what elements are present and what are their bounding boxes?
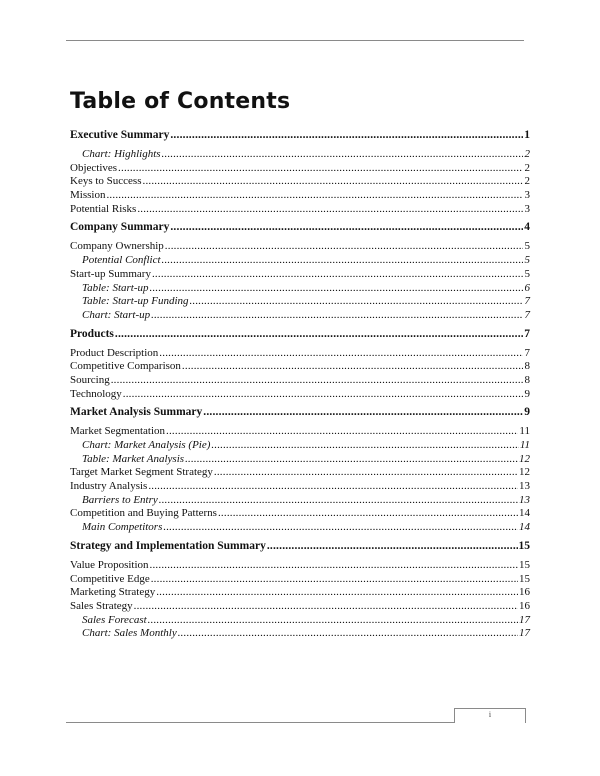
toc-entry-page: 13 — [519, 493, 530, 506]
toc-entry-label: Table: Market Analysis — [82, 452, 185, 465]
toc-entry-label: Competitive Comparison — [70, 360, 181, 373]
toc-entry[interactable] — [70, 600, 530, 614]
toc-entry-label: Market Analysis Summary — [70, 406, 203, 419]
toc-entry[interactable] — [70, 203, 530, 217]
toc-entry-label: Technology — [70, 387, 122, 400]
toc-subentry[interactable] — [70, 295, 530, 309]
footer-page-box — [454, 708, 526, 723]
toc-dot-leader — [165, 240, 523, 254]
toc-dot-leader — [148, 614, 518, 628]
toc-entry-label: Chart: Market Analysis (Pie) — [82, 439, 211, 451]
toc-dot-leader — [137, 203, 523, 217]
toc-dot-leader — [151, 573, 518, 587]
table-of-contents — [70, 128, 530, 641]
toc-entry-label: Marketing Strategy — [70, 586, 156, 599]
toc-entry-page: 11 — [519, 439, 530, 451]
toc-entry-page: 2 — [524, 148, 530, 160]
toc-subentry[interactable] — [70, 148, 530, 162]
toc-entry-label: Start-up Summary — [70, 267, 151, 280]
toc-entry[interactable] — [70, 268, 530, 282]
toc-dot-leader — [218, 507, 518, 521]
toc-entry-label: Main Competitors — [82, 521, 163, 534]
toc-dot-leader — [185, 453, 518, 467]
toc-entry-page: 16 — [519, 586, 530, 599]
toc-section-entry[interactable] — [70, 405, 530, 420]
toc-entry-page: 17 — [519, 627, 530, 640]
toc-entry-label: Sourcing — [70, 373, 110, 386]
toc-entry-page: 15 — [518, 539, 530, 552]
toc-entry-page: 5 — [524, 240, 530, 253]
toc-dot-leader — [143, 175, 524, 189]
toc-dot-leader — [151, 309, 523, 323]
toc-entry-label: Table: Start-up — [82, 281, 149, 294]
toc-dot-leader — [123, 388, 523, 402]
toc-entry-page: 8 — [524, 360, 530, 373]
toc-entry-label: Chart: Sales Monthly — [82, 627, 177, 640]
toc-entry-page: 8 — [524, 373, 530, 386]
footer-page-number: i — [488, 710, 492, 719]
toc-entry-label: Target Market Segment Strategy — [70, 466, 213, 479]
toc-entry-page: 14 — [519, 521, 530, 534]
toc-entry-page: 13 — [519, 480, 530, 493]
toc-entry-label: Chart: Highlights — [82, 148, 161, 160]
toc-subentry[interactable] — [70, 627, 530, 641]
toc-dot-leader — [163, 521, 518, 535]
toc-entry-page: 12 — [519, 452, 530, 465]
toc-dot-leader — [162, 254, 523, 268]
toc-entry-label: Market Segmentation — [70, 425, 166, 438]
toc-entry-page: 14 — [519, 507, 530, 520]
toc-dot-leader — [148, 480, 518, 494]
toc-subentry[interactable] — [70, 309, 530, 323]
toc-entry-page: 12 — [519, 466, 530, 479]
toc-entry-label: Table: Start-up Funding — [82, 295, 189, 308]
toc-subentry[interactable] — [70, 614, 530, 628]
toc-dot-leader — [267, 539, 518, 554]
toc-entry-label: Value Proposition — [70, 558, 149, 571]
toc-entry-label: Company Ownership — [70, 240, 164, 253]
header-rule — [66, 40, 524, 41]
toc-dot-leader — [214, 466, 518, 480]
toc-entry-label: Mission — [70, 189, 106, 202]
toc-subentry[interactable] — [70, 439, 530, 453]
toc-entry-page: 4 — [524, 221, 530, 234]
toc-entry-page: 3 — [524, 202, 530, 215]
toc-entry-page: 5 — [524, 254, 530, 267]
toc-entry-page: 9 — [524, 406, 530, 419]
page-title: Table of Contents — [70, 89, 291, 114]
toc-entry-page: 7 — [524, 327, 530, 340]
toc-dot-leader — [159, 347, 523, 361]
toc-entry-page: 15 — [519, 572, 530, 585]
toc-entry-page: 2 — [524, 175, 530, 188]
toc-entry[interactable] — [70, 586, 530, 600]
toc-entry[interactable] — [70, 162, 530, 176]
toc-entry[interactable] — [70, 240, 530, 254]
toc-entry-page: 9 — [524, 387, 530, 400]
toc-dot-leader — [118, 162, 523, 176]
toc-entry[interactable] — [70, 374, 530, 388]
toc-entry[interactable] — [70, 466, 530, 480]
toc-dot-leader — [203, 405, 523, 420]
toc-entry-page: 1 — [524, 129, 530, 141]
toc-entry-label: Sales Forecast — [82, 613, 147, 626]
toc-dot-leader — [166, 425, 518, 439]
toc-entry-label: Sales Strategy — [70, 599, 133, 612]
toc-entry-page: 11 — [519, 425, 530, 438]
toc-dot-leader — [156, 586, 518, 600]
toc-dot-leader — [134, 600, 518, 614]
toc-entry-label: Strategy and Implementation Summary — [70, 539, 266, 552]
toc-dot-leader — [106, 189, 523, 203]
toc-entry[interactable] — [70, 480, 530, 494]
toc-entry-page: 17 — [519, 613, 530, 626]
toc-dot-leader — [111, 374, 523, 388]
toc-dot-leader — [182, 360, 523, 374]
toc-dot-leader — [178, 627, 518, 641]
toc-section-entry[interactable] — [70, 220, 530, 235]
toc-entry-label: Keys to Success — [70, 175, 142, 188]
toc-entry-label: Potential Conflict — [82, 254, 161, 267]
toc-entry-page: 6 — [524, 281, 530, 294]
toc-entry-page: 7 — [524, 308, 530, 321]
toc-dot-leader — [115, 327, 523, 342]
toc-entry[interactable] — [70, 559, 530, 573]
toc-subentry[interactable] — [70, 453, 530, 467]
toc-entry[interactable] — [70, 388, 530, 402]
toc-entry-label: Executive Summary — [70, 129, 170, 141]
toc-entry-label: Objectives — [70, 161, 118, 174]
toc-subentry[interactable] — [70, 282, 530, 296]
toc-entry-page: 15 — [519, 558, 530, 571]
toc-dot-leader — [150, 559, 518, 573]
toc-entry-label: Competition and Buying Patterns — [70, 507, 217, 520]
toc-entry[interactable] — [70, 573, 530, 587]
toc-entry-label: Potential Risks — [70, 202, 137, 215]
toc-dot-leader — [190, 295, 523, 309]
toc-subentry[interactable] — [70, 521, 530, 535]
toc-dot-leader — [162, 148, 523, 162]
toc-section-entry[interactable] — [70, 327, 530, 342]
toc-dot-leader — [170, 128, 523, 143]
footer-rule — [66, 722, 454, 723]
toc-dot-leader — [152, 268, 523, 282]
toc-subentry[interactable] — [70, 494, 530, 508]
toc-entry-page: 7 — [524, 346, 530, 359]
toc-entry-page: 7 — [524, 295, 530, 308]
toc-entry-label: Industry Analysis — [70, 480, 148, 493]
toc-dot-leader — [170, 220, 523, 235]
toc-entry-page: 3 — [524, 189, 530, 202]
toc-section-entry[interactable] — [70, 539, 530, 554]
toc-subentry[interactable] — [70, 254, 530, 268]
toc-entry-label: Barriers to Entry — [82, 493, 158, 506]
toc-entry[interactable] — [70, 425, 530, 439]
toc-entry-label: Company Summary — [70, 221, 170, 234]
toc-entry[interactable] — [70, 175, 530, 189]
toc-dot-leader — [150, 282, 523, 296]
toc-entry[interactable] — [70, 347, 530, 361]
toc-entry-page: 2 — [524, 161, 530, 174]
toc-section-entry[interactable] — [70, 128, 530, 143]
toc-entry-label: Products — [70, 327, 114, 340]
toc-entry[interactable] — [70, 507, 530, 521]
toc-entry-page: 16 — [519, 599, 530, 612]
toc-entry[interactable] — [70, 360, 530, 374]
toc-entry-label: Chart: Start-up — [82, 308, 151, 321]
toc-entry[interactable] — [70, 189, 530, 203]
toc-entry-label: Competitive Edge — [70, 572, 150, 585]
toc-entry-page: 5 — [524, 267, 530, 280]
toc-dot-leader — [159, 494, 518, 508]
toc-entry-label: Product Description — [70, 346, 159, 359]
toc-dot-leader — [211, 439, 518, 453]
